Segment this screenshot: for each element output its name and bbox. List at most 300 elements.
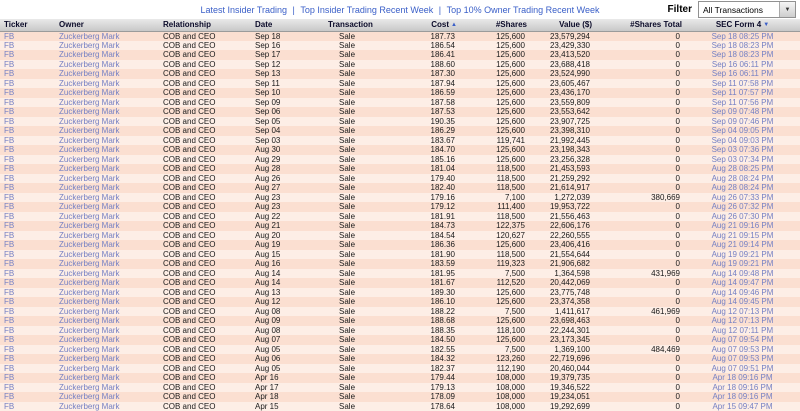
- ticker-link[interactable]: FB: [4, 164, 15, 174]
- owner-link[interactable]: Zuckerberg Mark: [59, 297, 120, 307]
- column-header-value[interactable]: [530, 19, 595, 31]
- cell-sec_form: [685, 79, 800, 89]
- ticker-link[interactable]: FB: [4, 335, 15, 345]
- cell-value: 20,460,044: [530, 364, 595, 374]
- cell-shares_total: 0: [595, 250, 685, 260]
- nav-link-top-10-owner-trading-recent-week[interactable]: Top 10% Owner Trading Recent Week: [446, 5, 600, 15]
- cell-value: 21,906,682: [530, 259, 595, 269]
- table-row: [0, 373, 800, 383]
- owner-link[interactable]: Zuckerberg Mark: [59, 164, 120, 174]
- sec_form-link[interactable]: Aug 14 09:47 PM: [711, 278, 774, 288]
- sec_form-link[interactable]: Sep 11 07:58 PM: [711, 78, 774, 88]
- cell-shares_total: 0: [595, 126, 685, 136]
- cell-shares: 125,600: [460, 41, 530, 51]
- owner-link[interactable]: Zuckerberg Mark: [59, 173, 120, 183]
- ticker-link[interactable]: FB: [4, 202, 15, 212]
- owner-link[interactable]: Zuckerberg Mark: [59, 373, 120, 383]
- table-row: [0, 221, 800, 231]
- cell-shares: 120,627: [460, 231, 530, 241]
- cell-ticker: [0, 297, 56, 307]
- sec_form-link[interactable]: Sep 18 08:23 PM: [711, 40, 774, 50]
- cell-shares: 108,000: [460, 383, 530, 393]
- cell-date: Aug 16: [252, 259, 325, 269]
- sec_form-link[interactable]: Aug 28 08:24 PM: [711, 183, 774, 193]
- table-body: [0, 31, 800, 411]
- cell-owner: [56, 364, 160, 374]
- cell-shares_total: 0: [595, 316, 685, 326]
- table-row: [0, 69, 800, 79]
- cell-sec_form: [685, 98, 800, 108]
- cell-shares_total: 0: [595, 354, 685, 364]
- cell-owner: [56, 231, 160, 241]
- top-bar: [0, 0, 800, 19]
- owner-link[interactable]: Zuckerberg Mark: [59, 221, 120, 231]
- cell-transaction: Sale: [325, 69, 420, 79]
- cell-ticker: [0, 145, 56, 155]
- ticker-link[interactable]: FB: [4, 363, 15, 373]
- owner-link[interactable]: Zuckerberg Mark: [59, 88, 120, 98]
- column-header-date[interactable]: [252, 19, 325, 31]
- cell-owner: [56, 107, 160, 117]
- sec_form-link[interactable]: Aug 19 09:21 PM: [711, 249, 774, 259]
- cell-owner: [56, 145, 160, 155]
- nav-link-top-insider-trading-recent-week[interactable]: Top Insider Trading Recent Week: [300, 5, 434, 15]
- cell-relationship: COB and CEO: [160, 316, 252, 326]
- sec_form-link[interactable]: Aug 26 07:30 PM: [711, 211, 774, 221]
- cell-relationship: COB and CEO: [160, 288, 252, 298]
- cell-ticker: [0, 164, 56, 174]
- ticker-link[interactable]: FB: [4, 50, 15, 60]
- ticker-link[interactable]: FB: [4, 240, 15, 250]
- cell-cost: 182.40: [420, 183, 460, 193]
- sec_form-link[interactable]: Aug 28 08:25 PM: [711, 164, 774, 174]
- cell-owner: [56, 41, 160, 51]
- table-row: [0, 278, 800, 288]
- cell-shares: 125,600: [460, 126, 530, 136]
- owner-link[interactable]: Zuckerberg Mark: [59, 116, 120, 126]
- column-header-label: Value ($): [559, 19, 592, 29]
- owner-link[interactable]: Zuckerberg Mark: [59, 78, 120, 88]
- sec_form-link[interactable]: Aug 19 09:21 PM: [711, 259, 774, 269]
- sec_form-link[interactable]: Aug 07 09:53 PM: [711, 344, 774, 354]
- sec_form-link[interactable]: Sep 18 08:25 PM: [711, 31, 774, 41]
- sec_form-link[interactable]: Aug 12 07:13 PM: [711, 306, 774, 316]
- sec_form-link[interactable]: Sep 11 07:57 PM: [711, 88, 774, 98]
- ticker-link[interactable]: FB: [4, 97, 15, 107]
- table-header: [0, 19, 800, 31]
- ticker-link[interactable]: FB: [4, 40, 15, 50]
- table-row: [0, 107, 800, 117]
- owner-link[interactable]: Zuckerberg Mark: [59, 107, 120, 117]
- column-header-transaction[interactable]: [325, 19, 420, 31]
- ticker-link[interactable]: FB: [4, 126, 15, 136]
- cell-cost: 179.12: [420, 202, 460, 212]
- cell-sec_form: [685, 69, 800, 79]
- cell-date: Aug 28: [252, 164, 325, 174]
- owner-link[interactable]: Zuckerberg Mark: [59, 230, 120, 240]
- cell-ticker: [0, 193, 56, 203]
- sec_form-link[interactable]: Aug 07 09:54 PM: [711, 335, 774, 345]
- owner-link[interactable]: Zuckerberg Mark: [59, 135, 120, 145]
- ticker-link[interactable]: FB: [4, 382, 15, 392]
- cell-shares_total: 0: [595, 60, 685, 70]
- ticker-link[interactable]: FB: [4, 88, 15, 98]
- owner-link[interactable]: Zuckerberg Mark: [59, 306, 120, 316]
- table-row: [0, 117, 800, 127]
- cell-value: 21,554,644: [530, 250, 595, 260]
- ticker-link[interactable]: FB: [4, 230, 15, 240]
- column-header-label: #Shares Total: [630, 19, 682, 29]
- cell-cost: 181.90: [420, 250, 460, 260]
- filter-label: Filter: [667, 4, 692, 15]
- ticker-link[interactable]: FB: [4, 259, 15, 269]
- cell-transaction: Sale: [325, 117, 420, 127]
- cell-cost: 181.67: [420, 278, 460, 288]
- owner-link[interactable]: Zuckerberg Mark: [59, 31, 120, 41]
- cell-date: Aug 21: [252, 221, 325, 231]
- cell-value: 21,992,445: [530, 136, 595, 146]
- cell-transaction: Sale: [325, 193, 420, 203]
- cell-owner: [56, 383, 160, 393]
- ticker-link[interactable]: FB: [4, 306, 15, 316]
- sec_form-link[interactable]: Aug 28 08:24 PM: [711, 173, 774, 183]
- owner-link[interactable]: Zuckerberg Mark: [59, 50, 120, 60]
- chevron-down-icon[interactable]: ▼: [779, 2, 795, 17]
- cell-ticker: [0, 98, 56, 108]
- cell-ticker: [0, 345, 56, 355]
- cell-shares_total: 0: [595, 278, 685, 288]
- cell-sec_form: [685, 335, 800, 345]
- cell-transaction: Sale: [325, 402, 420, 411]
- owner-link[interactable]: Zuckerberg Mark: [59, 211, 120, 221]
- cell-relationship: COB and CEO: [160, 79, 252, 89]
- cell-shares: 118,500: [460, 174, 530, 184]
- transactions-filter-select[interactable]: [698, 1, 796, 18]
- cell-value: 23,579,294: [530, 31, 595, 41]
- ticker-link[interactable]: FB: [4, 316, 15, 326]
- cell-date: Aug 29: [252, 155, 325, 165]
- cell-transaction: Sale: [325, 79, 420, 89]
- cell-owner: [56, 117, 160, 127]
- ticker-link[interactable]: FB: [4, 59, 15, 69]
- cell-date: Aug 22: [252, 212, 325, 222]
- sec_form-link[interactable]: Sep 18 08:23 PM: [711, 50, 774, 60]
- owner-link[interactable]: Zuckerberg Mark: [59, 335, 120, 345]
- cell-cost: 186.59: [420, 88, 460, 98]
- ticker-link[interactable]: FB: [4, 154, 15, 164]
- owner-link[interactable]: Zuckerberg Mark: [59, 145, 120, 155]
- cell-sec_form: [685, 316, 800, 326]
- table-row: [0, 155, 800, 165]
- owner-link[interactable]: Zuckerberg Mark: [59, 401, 120, 411]
- ticker-link[interactable]: FB: [4, 392, 15, 402]
- cell-shares_total: 0: [595, 221, 685, 231]
- cell-shares: 118,500: [460, 164, 530, 174]
- ticker-link[interactable]: FB: [4, 135, 15, 145]
- cell-ticker: [0, 212, 56, 222]
- cell-ticker: [0, 278, 56, 288]
- cell-shares: 7,100: [460, 193, 530, 203]
- cell-cost: 182.37: [420, 364, 460, 374]
- owner-link[interactable]: Zuckerberg Mark: [59, 344, 120, 354]
- ticker-link[interactable]: FB: [4, 107, 15, 117]
- cell-owner: [56, 164, 160, 174]
- cell-ticker: [0, 202, 56, 212]
- cell-shares: 119,741: [460, 136, 530, 146]
- ticker-link[interactable]: FB: [4, 278, 15, 288]
- cell-shares: 125,600: [460, 60, 530, 70]
- owner-link[interactable]: Zuckerberg Mark: [59, 382, 120, 392]
- cell-sec_form: [685, 402, 800, 411]
- cell-transaction: Sale: [325, 288, 420, 298]
- column-header-ticker[interactable]: [0, 19, 56, 31]
- cell-shares_total: 0: [595, 373, 685, 383]
- cell-ticker: [0, 373, 56, 383]
- cell-shares: 125,600: [460, 335, 530, 345]
- cell-sec_form: [685, 240, 800, 250]
- owner-link[interactable]: Zuckerberg Mark: [59, 278, 120, 288]
- sec_form-link[interactable]: Sep 16 06:11 PM: [711, 69, 774, 79]
- sec_form-link[interactable]: Apr 15 09:47 PM: [712, 401, 773, 411]
- ticker-link[interactable]: FB: [4, 31, 15, 41]
- ticker-link[interactable]: FB: [4, 173, 15, 183]
- cell-sec_form: [685, 136, 800, 146]
- ticker-link[interactable]: FB: [4, 325, 15, 335]
- owner-link[interactable]: Zuckerberg Mark: [59, 126, 120, 136]
- sec_form-link[interactable]: Aug 21 09:15 PM: [711, 230, 774, 240]
- sec_form-link[interactable]: Aug 12 07:11 PM: [711, 325, 774, 335]
- cell-relationship: COB and CEO: [160, 383, 252, 393]
- owner-link[interactable]: Zuckerberg Mark: [59, 69, 120, 79]
- sec_form-link[interactable]: Aug 21 09:14 PM: [711, 240, 774, 250]
- cell-relationship: COB and CEO: [160, 41, 252, 51]
- owner-link[interactable]: Zuckerberg Mark: [59, 259, 120, 269]
- cell-cost: 179.16: [420, 193, 460, 203]
- cell-ticker: [0, 288, 56, 298]
- ticker-link[interactable]: FB: [4, 183, 15, 193]
- owner-link[interactable]: Zuckerberg Mark: [59, 268, 120, 278]
- cell-sec_form: [685, 250, 800, 260]
- cell-date: Aug 08: [252, 326, 325, 336]
- cell-shares: 112,520: [460, 278, 530, 288]
- cell-transaction: Sale: [325, 221, 420, 231]
- column-header-owner[interactable]: [56, 19, 160, 31]
- owner-link[interactable]: Zuckerberg Mark: [59, 59, 120, 69]
- cell-shares_total: 0: [595, 326, 685, 336]
- owner-link[interactable]: Zuckerberg Mark: [59, 287, 120, 297]
- ticker-link[interactable]: FB: [4, 145, 15, 155]
- cell-owner: [56, 392, 160, 402]
- cell-owner: [56, 174, 160, 184]
- ticker-link[interactable]: FB: [4, 297, 15, 307]
- ticker-link[interactable]: FB: [4, 287, 15, 297]
- cell-cost: 181.95: [420, 269, 460, 279]
- cell-ticker: [0, 250, 56, 260]
- cell-shares_total: 0: [595, 79, 685, 89]
- cell-transaction: Sale: [325, 250, 420, 260]
- ticker-link[interactable]: FB: [4, 69, 15, 79]
- column-header-sec_form[interactable]: [685, 19, 800, 31]
- ticker-link[interactable]: FB: [4, 344, 15, 354]
- cell-sec_form: [685, 373, 800, 383]
- ticker-link[interactable]: FB: [4, 211, 15, 221]
- cell-sec_form: [685, 31, 800, 41]
- table-row: [0, 326, 800, 336]
- nav-link-latest-insider-trading[interactable]: Latest Insider Trading: [200, 5, 288, 15]
- cell-cost: 188.22: [420, 307, 460, 317]
- owner-link[interactable]: Zuckerberg Mark: [59, 97, 120, 107]
- cell-shares: 108,000: [460, 402, 530, 411]
- cell-cost: 188.60: [420, 60, 460, 70]
- cell-shares: 125,600: [460, 316, 530, 326]
- sec_form-link[interactable]: Sep 04 09:03 PM: [711, 135, 774, 145]
- cell-shares_total: 0: [595, 155, 685, 165]
- cell-relationship: COB and CEO: [160, 145, 252, 155]
- cell-date: Apr 16: [252, 373, 325, 383]
- sec_form-link[interactable]: Aug 26 07:33 PM: [711, 192, 774, 202]
- cell-shares: 7,500: [460, 345, 530, 355]
- owner-link[interactable]: Zuckerberg Mark: [59, 363, 120, 373]
- owner-link[interactable]: Zuckerberg Mark: [59, 202, 120, 212]
- cell-transaction: Sale: [325, 88, 420, 98]
- cell-cost: 184.50: [420, 335, 460, 345]
- cell-date: Sep 03: [252, 136, 325, 146]
- owner-link[interactable]: Zuckerberg Mark: [59, 192, 120, 202]
- column-header-shares_total[interactable]: [595, 19, 685, 31]
- ticker-link[interactable]: FB: [4, 192, 15, 202]
- sec_form-link[interactable]: Apr 18 09:16 PM: [712, 373, 773, 383]
- owner-link[interactable]: Zuckerberg Mark: [59, 249, 120, 259]
- cell-ticker: [0, 402, 56, 411]
- column-header-cost[interactable]: [420, 19, 460, 31]
- sec_form-link[interactable]: Aug 07 09:53 PM: [711, 354, 774, 364]
- cell-owner: [56, 50, 160, 60]
- cell-cost: 183.59: [420, 259, 460, 269]
- cell-date: Sep 10: [252, 88, 325, 98]
- sec_form-link[interactable]: Sep 16 06:11 PM: [711, 59, 774, 69]
- cell-owner: [56, 335, 160, 345]
- ticker-link[interactable]: FB: [4, 249, 15, 259]
- cell-value: 1,272,039: [530, 193, 595, 203]
- cell-transaction: Sale: [325, 278, 420, 288]
- cell-transaction: Sale: [325, 364, 420, 374]
- cell-transaction: Sale: [325, 164, 420, 174]
- cell-cost: 187.94: [420, 79, 460, 89]
- cell-sec_form: [685, 50, 800, 60]
- cell-cost: 190.35: [420, 117, 460, 127]
- sec_form-link[interactable]: Aug 14 09:48 PM: [711, 268, 774, 278]
- cell-transaction: Sale: [325, 126, 420, 136]
- cell-value: 22,244,301: [530, 326, 595, 336]
- owner-link[interactable]: Zuckerberg Mark: [59, 316, 120, 326]
- cell-relationship: COB and CEO: [160, 183, 252, 193]
- cell-owner: [56, 354, 160, 364]
- owner-link[interactable]: Zuckerberg Mark: [59, 240, 120, 250]
- cell-date: Apr 15: [252, 402, 325, 411]
- owner-link[interactable]: Zuckerberg Mark: [59, 40, 120, 50]
- cell-shares_total: 0: [595, 392, 685, 402]
- cell-owner: [56, 402, 160, 411]
- cell-cost: 181.91: [420, 212, 460, 222]
- cell-shares_total: 0: [595, 297, 685, 307]
- cell-date: Sep 04: [252, 126, 325, 136]
- owner-link[interactable]: Zuckerberg Mark: [59, 354, 120, 364]
- cell-shares: 125,600: [460, 31, 530, 41]
- cell-relationship: COB and CEO: [160, 297, 252, 307]
- owner-link[interactable]: Zuckerberg Mark: [59, 183, 120, 193]
- cell-value: 23,198,343: [530, 145, 595, 155]
- cell-ticker: [0, 307, 56, 317]
- cell-shares_total: 0: [595, 50, 685, 60]
- cell-relationship: COB and CEO: [160, 126, 252, 136]
- sec_form-link[interactable]: Sep 11 07:56 PM: [711, 97, 774, 107]
- ticker-link[interactable]: FB: [4, 401, 15, 411]
- sec_form-link[interactable]: Sep 09 07:46 PM: [711, 116, 774, 126]
- sec_form-link[interactable]: Aug 14 09:45 PM: [711, 297, 774, 307]
- column-header-shares[interactable]: [460, 19, 530, 31]
- column-header-label: Ticker: [4, 19, 28, 29]
- cell-shares_total: 0: [595, 174, 685, 184]
- sec_form-link[interactable]: Aug 21 09:16 PM: [711, 221, 774, 231]
- sec_form-link[interactable]: Aug 07 09:51 PM: [711, 363, 774, 373]
- ticker-link[interactable]: FB: [4, 268, 15, 278]
- sec_form-link[interactable]: Apr 18 09:16 PM: [712, 392, 773, 402]
- sec_form-link[interactable]: Apr 18 09:16 PM: [712, 382, 773, 392]
- cell-transaction: Sale: [325, 345, 420, 355]
- owner-link[interactable]: Zuckerberg Mark: [59, 392, 120, 402]
- sec_form-link[interactable]: Aug 12 07:13 PM: [711, 316, 774, 326]
- cell-date: Sep 11: [252, 79, 325, 89]
- cell-ticker: [0, 136, 56, 146]
- table-row: [0, 354, 800, 364]
- table-row: [0, 98, 800, 108]
- table-row: [0, 126, 800, 136]
- table-row: [0, 183, 800, 193]
- cell-shares_total: 0: [595, 88, 685, 98]
- cell-relationship: COB and CEO: [160, 335, 252, 345]
- cell-shares_total: 0: [595, 402, 685, 411]
- cell-transaction: Sale: [325, 98, 420, 108]
- table-row: [0, 392, 800, 402]
- ticker-link[interactable]: FB: [4, 78, 15, 88]
- cell-date: Aug 05: [252, 364, 325, 374]
- ticker-link[interactable]: FB: [4, 221, 15, 231]
- cell-sec_form: [685, 174, 800, 184]
- cell-transaction: Sale: [325, 259, 420, 269]
- sec_form-link[interactable]: Sep 04 09:05 PM: [711, 126, 774, 136]
- sec_form-link[interactable]: Aug 26 07:32 PM: [711, 202, 774, 212]
- sec_form-link[interactable]: Sep 03 07:36 PM: [711, 145, 774, 155]
- ticker-link[interactable]: FB: [4, 354, 15, 364]
- ticker-link[interactable]: FB: [4, 373, 15, 383]
- ticker-link[interactable]: FB: [4, 116, 15, 126]
- cell-owner: [56, 202, 160, 212]
- sec_form-link[interactable]: Aug 14 09:46 PM: [711, 287, 774, 297]
- owner-link[interactable]: Zuckerberg Mark: [59, 325, 120, 335]
- column-header-label: Relationship: [163, 19, 212, 29]
- cell-cost: 186.10: [420, 297, 460, 307]
- column-header-relationship[interactable]: [160, 19, 252, 31]
- cell-date: Aug 05: [252, 345, 325, 355]
- cell-value: 23,698,463: [530, 316, 595, 326]
- owner-link[interactable]: Zuckerberg Mark: [59, 154, 120, 164]
- sec_form-link[interactable]: Sep 09 07:48 PM: [711, 107, 774, 117]
- cell-ticker: [0, 117, 56, 127]
- cell-value: 23,688,418: [530, 60, 595, 70]
- cell-owner: [56, 193, 160, 203]
- sec_form-link[interactable]: Sep 03 07:34 PM: [711, 154, 774, 164]
- cell-sec_form: [685, 193, 800, 203]
